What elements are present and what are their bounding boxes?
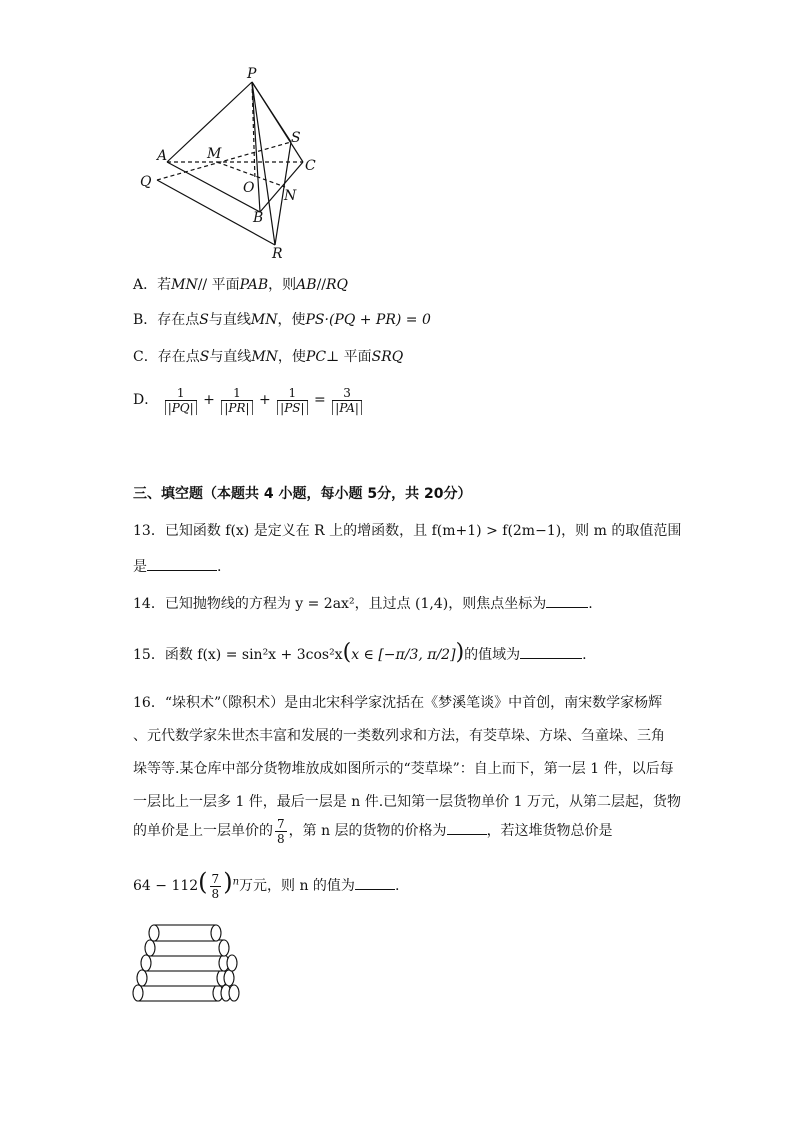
q16-line3: 垛等等.某仓库中部分货物堆放成如图所示的“茭草垛”：自上而下，第一层 1 件，以后每 bbox=[133, 761, 674, 777]
fraction-pr: $\frac{1}{|PR|}$ bbox=[221, 386, 252, 415]
label-n: N bbox=[284, 188, 297, 204]
option-b: B．存在点S与直线MN，使PS·(PQ + PR) = 0 bbox=[133, 312, 431, 328]
stacked-pipes-figure bbox=[132, 915, 242, 1007]
label-m: M bbox=[207, 146, 222, 162]
vector-expression: PS·(PQ + PR) = 0 bbox=[305, 312, 431, 328]
label-b: B bbox=[253, 210, 264, 226]
q16-line4: 一层比上一层多 1 件，最后一层是 n 件.已知第一层货物单价 1 万元，从第二层起，货物 bbox=[133, 794, 681, 810]
label-r: R bbox=[272, 246, 283, 262]
label-q: Q bbox=[140, 174, 152, 190]
option-a: A．若MN// 平面PAB，则AB//RQ bbox=[133, 277, 349, 293]
q16-line2: 、元代数学家朱世杰丰富和发展的一类数列求和方法，有茭草垛、方垛、刍童垛、三角 bbox=[133, 728, 665, 744]
section-title: 三、填空题（本题共 4 小题，每小题 5分，共 20分） bbox=[133, 486, 472, 502]
pyramid-figure bbox=[135, 62, 335, 262]
label-a: A bbox=[157, 148, 168, 164]
label-c: C bbox=[305, 158, 316, 174]
label-p: P bbox=[247, 66, 257, 82]
answer-blank-16a[interactable] bbox=[447, 820, 487, 835]
option-d: D． $\frac{1}{|PQ|}$ + $\frac{1}{|PR|}$ + $\frac{1}{|PS|}$ = $\frac{3}{|PA|}$ bbox=[133, 380, 364, 420]
q16-line6: 64 − 112( $\frac{7}{8}$ )$^n$万元，则 n 的值为 . bbox=[133, 868, 400, 901]
pipe-body bbox=[138, 985, 218, 1001]
q14: 14．已知抛物线的方程为 y = 2ax²，且过点 (1,4)，则焦点坐标为 . bbox=[133, 593, 593, 613]
fraction-pq: $\frac{1}{|PQ|}$ bbox=[165, 386, 197, 415]
edge-ps bbox=[252, 82, 291, 142]
fraction-7-8: $\frac{7}{8}$ bbox=[277, 816, 285, 846]
fraction-ps: $\frac{1}{|PS|}$ bbox=[277, 386, 307, 415]
label-o: O bbox=[243, 180, 255, 196]
answer-blank-16b[interactable] bbox=[355, 875, 395, 890]
q15: 15．函数 f(x) = sin²x + 3cos²x(x ∈ [−π/3, π/2])的值域为 . bbox=[133, 640, 587, 665]
label-s: S bbox=[291, 130, 301, 146]
q13-line1: 13．已知函数 f(x) 是定义在 R 上的增函数，且 f(m+1) > f(2m−1)，则 m 的取值范围 bbox=[133, 523, 682, 539]
option-c: C．存在点S与直线MN，使PC⊥ 平面SRQ bbox=[133, 349, 404, 365]
q16-line1: 16．“垛积术”（隙积术）是由北宋科学家沈括在《梦溪笔谈》中首创，南宋数学家杨辉 bbox=[133, 695, 663, 711]
answer-blank-13[interactable] bbox=[147, 556, 217, 571]
answer-blank-15[interactable] bbox=[520, 644, 582, 659]
edge-qs bbox=[157, 142, 291, 180]
answer-blank-14[interactable] bbox=[546, 593, 588, 608]
fraction-pa: $\frac{3}{|PA|}$ bbox=[332, 386, 362, 415]
fraction-7-8-power: $\frac{7}{8}$ bbox=[211, 871, 220, 901]
q13-line2: 是 . bbox=[133, 556, 221, 576]
q16-line5: 的单价是上一层单价的 $\frac{7}{8}$ ，第 n 层的货物的价格为 ，若这堆货物总价是 bbox=[133, 816, 613, 846]
